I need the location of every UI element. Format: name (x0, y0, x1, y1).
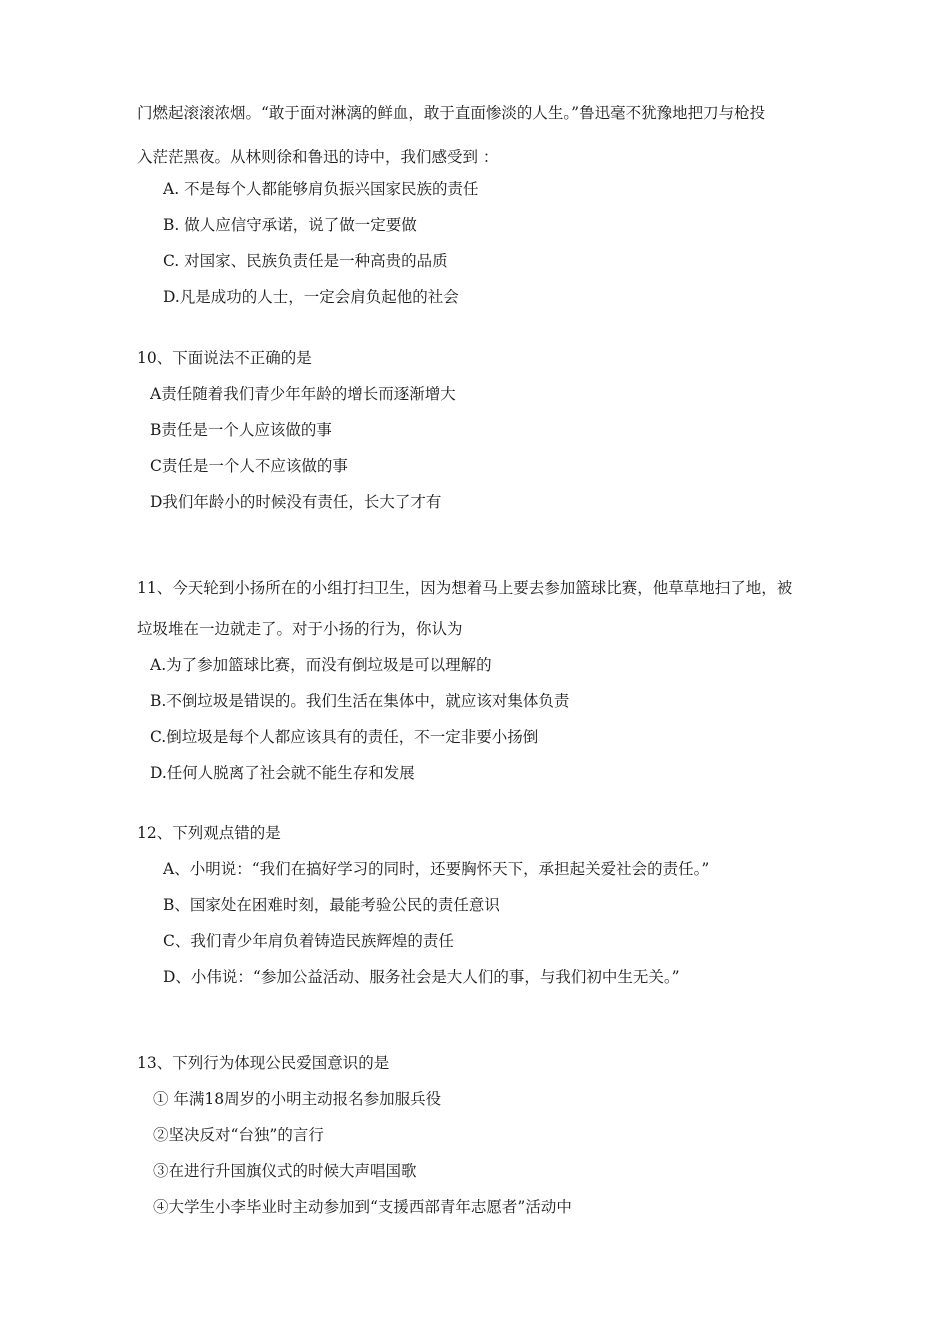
q11-option-d: D.任何人脱离了社会就不能生存和发展 (150, 764, 415, 782)
q12-option-a: A、小明说：“我们在搞好学习的同时，还要胸怀天下，承担起关爱社会的责任。” (163, 860, 710, 878)
q12-option-c: C、我们青少年肩负着铸造民族辉煌的责任 (163, 932, 454, 950)
q9-stem-line-1: 门燃起滚滚浓烟。“敢于面对淋漓的鲜血，敢于直面惨淡的人生。”鲁迅毫不犹豫地把刀与枪投 (137, 104, 766, 122)
q13-option-1: ① 年满18周岁的小明主动报名参加服兵役 (153, 1090, 442, 1108)
q13-stem: 13、下列行为体现公民爱国意识的是 (137, 1054, 390, 1072)
q13-option-3: ③在进行升国旗仪式的时候大声唱国歌 (153, 1162, 417, 1180)
q9-option-d: D.凡是成功的人士，一定会肩负起他的社会 (163, 288, 459, 306)
q10-option-d: D我们年龄小的时候没有责任，长大了才有 (150, 493, 442, 511)
q13-option-2: ②坚决反对“台独”的言行 (153, 1126, 324, 1144)
q9-option-b: B. 做人应信守承诺，说了做一定要做 (163, 216, 417, 234)
q13-option-4: ④大学生小李毕业时主动参加到“支援西部青年志愿者”活动中 (153, 1198, 572, 1216)
q9-option-c: C. 对国家、民族负责任是一种高贵的品质 (163, 252, 448, 270)
q12-option-b: B、国家处在困难时刻，最能考验公民的责任意识 (163, 896, 500, 914)
q10-option-a: A责任随着我们青少年年龄的增长而逐渐增大 (150, 385, 456, 403)
q11-option-a: A.为了参加篮球比赛，而没有倒垃圾是可以理解的 (150, 656, 492, 674)
q11-stem-line-1: 11、今天轮到小扬所在的小组打扫卫生，因为想着马上要去参加篮球比赛，他草草地扫了地，被 (137, 579, 793, 597)
q10-option-c: C责任是一个人不应该做的事 (150, 457, 348, 475)
q12-stem: 12、下列观点错的是 (137, 824, 281, 842)
q10-option-b: B责任是一个人应该做的事 (150, 421, 332, 439)
q9-stem-line-2: 入茫茫黑夜。从林则徐和鲁迅的诗中，我们感受到 ： (137, 148, 499, 166)
q11-option-c: C.倒垃圾是每个人都应该具有的责任，不一定非要小扬倒 (150, 728, 539, 746)
q11-stem-line-2: 垃圾堆在一边就走了。对于小扬的行为，你认为 (137, 620, 463, 638)
q10-stem: 10、下面说法不正确的是 (137, 349, 312, 367)
q11-option-b: B.不倒垃圾是错误的。我们生活在集体中，就应该对集体负责 (150, 692, 570, 710)
q12-option-d: D、小伟说：“参加公益活动、服务社会是大人们的事，与我们初中生无关。” (163, 968, 680, 986)
q9-option-a: A. 不是每个人都能够肩负振兴国家民族的责任 (163, 180, 479, 198)
